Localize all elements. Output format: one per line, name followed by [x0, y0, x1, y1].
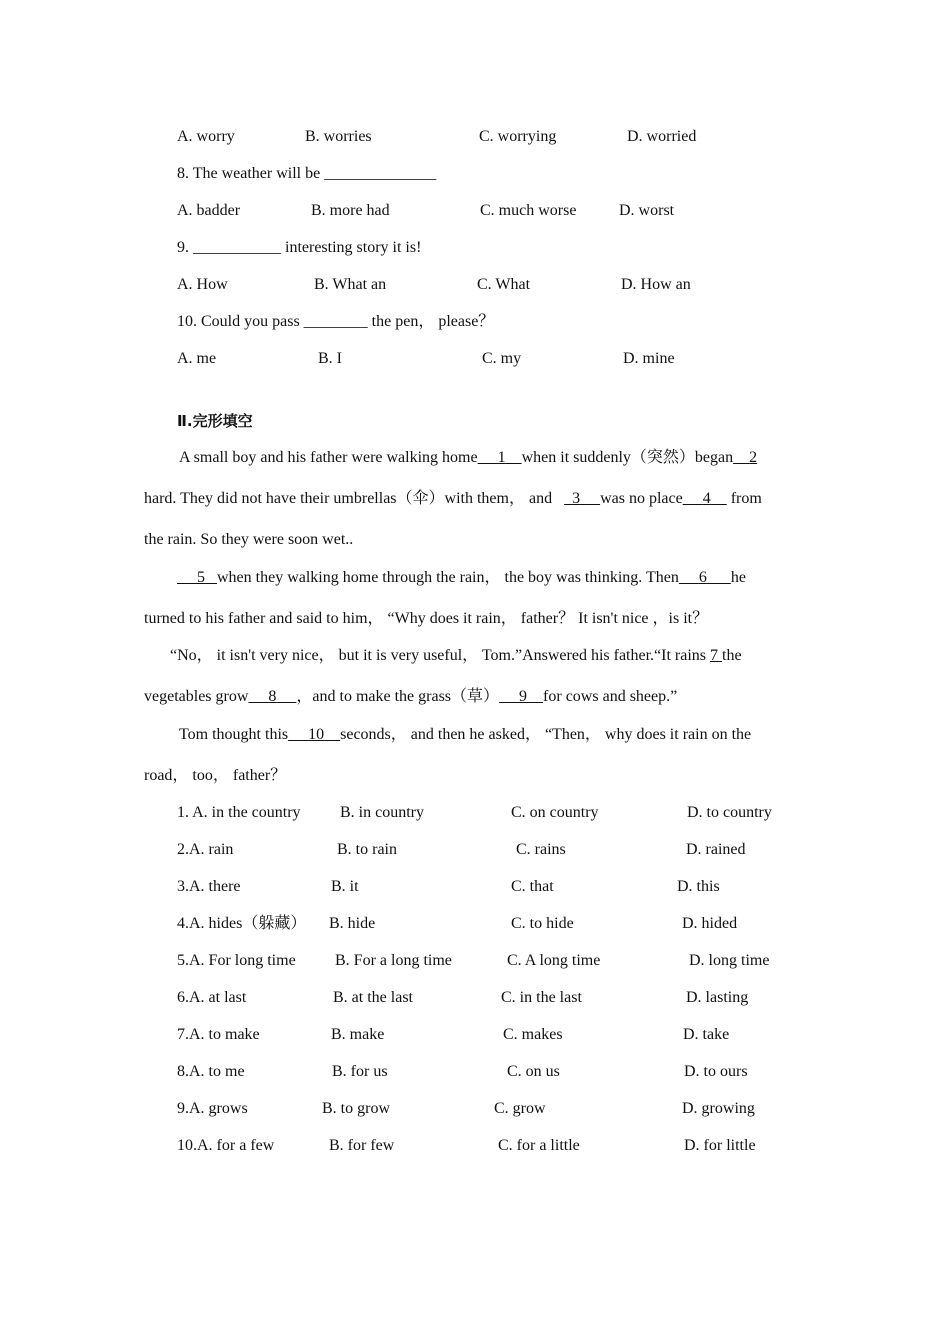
- option-c: C. grow: [494, 1100, 546, 1117]
- option-b: B. to rain: [337, 841, 397, 858]
- option-b: B. to grow: [322, 1100, 390, 1117]
- option-c: C. on country: [511, 804, 599, 821]
- option-a: 4.A. hides（躲藏）: [177, 915, 307, 932]
- q7-option-a: A. worry: [177, 128, 235, 145]
- q8-option-d: D. worst: [619, 202, 675, 219]
- blank-5: 5: [197, 569, 205, 586]
- q9-option-c: C. What: [477, 276, 531, 293]
- option-d: D. to country: [687, 804, 772, 821]
- q7-option-c: C. worrying: [479, 128, 557, 145]
- passage-text: when it suddenly（突然）began: [521, 449, 734, 466]
- option-b: B. in country: [340, 804, 424, 821]
- q10-option-b: B. I: [318, 350, 342, 367]
- passage-line-3: the rain. So they were soon wet..: [144, 531, 354, 548]
- passage-text: seconds， and then he asked， “Then， why does it rain on the: [340, 726, 752, 743]
- blank-4: 4: [702, 490, 711, 507]
- option-c: C. for a little: [498, 1137, 580, 1154]
- option-a: 3.A. there: [177, 878, 241, 895]
- passage-text: ，and to make the grass（草）: [296, 688, 500, 705]
- passage-text: vegetables grow: [144, 688, 249, 705]
- option-d: D. for little: [684, 1137, 756, 1154]
- passage-text: “No， it isn't very nice， but it is very useful， Tom.”Answered his father.“It rains: [170, 647, 707, 664]
- q8-option-a: A. badder: [177, 202, 241, 219]
- option-b: B. for few: [329, 1137, 395, 1154]
- option-d: D. take: [683, 1026, 730, 1043]
- option-c: C. rains: [516, 841, 566, 858]
- question-9-stem: 9. ___________ interesting story it is!: [177, 239, 422, 256]
- q10-option-d: D. mine: [623, 350, 675, 367]
- option-a: 6.A. at last: [177, 989, 247, 1006]
- passage-line-9: road， too， father？: [144, 767, 287, 784]
- q9-option-d: D. How an: [621, 276, 691, 293]
- blank-9: 9: [519, 688, 528, 705]
- option-a: 2.A. rain: [177, 841, 234, 858]
- option-b: B. For a long time: [335, 952, 452, 969]
- passage-text: he: [730, 569, 746, 586]
- option-a: 10.A. for a few: [177, 1137, 275, 1154]
- option-a: 5.A. For long time: [177, 952, 296, 969]
- question-8-stem: 8. The weather will be ______________: [177, 165, 437, 182]
- blank-2: 2: [749, 449, 758, 466]
- option-c: C. on us: [507, 1063, 560, 1080]
- option-d: D. to ours: [684, 1063, 748, 1080]
- passage-text: for cows and sheep.”: [543, 688, 678, 705]
- q10-option-a: A. me: [177, 350, 217, 367]
- passage-line-2: [144, 489, 762, 509]
- question-10-stem: 10. Could you pass ________ the pen， please？: [177, 313, 495, 330]
- option-d: D. long time: [689, 952, 770, 969]
- option-d: D. lasting: [686, 989, 749, 1006]
- blank-8: 8: [268, 688, 277, 705]
- option-d: D. hided: [682, 915, 738, 932]
- blank-1: 1: [497, 449, 506, 466]
- option-b: B. at the last: [333, 989, 413, 1006]
- blank-7: 7: [710, 647, 719, 664]
- passage-text: was no place: [600, 490, 683, 507]
- option-c: C. makes: [503, 1026, 563, 1043]
- option-d: D. growing: [682, 1100, 755, 1117]
- option-b: B. hide: [329, 915, 376, 932]
- passage-line-6: [170, 646, 742, 666]
- option-c: C. that: [511, 878, 554, 895]
- q9-option-b: B. What an: [314, 276, 387, 293]
- passage-text: hard. They did not have their umbrellas（伞）with them， and: [144, 490, 553, 507]
- option-c: C. A long time: [507, 952, 601, 969]
- option-a: 7.A. to make: [177, 1026, 260, 1043]
- passage-line-4: [177, 568, 746, 588]
- passage-line-8: [179, 725, 751, 745]
- blank-10: 10: [308, 726, 325, 743]
- option-c: C. in the last: [501, 989, 582, 1006]
- passage-text: when they walking home through the rain， the boy was thinking. Then: [217, 569, 679, 586]
- option-b: B. for us: [332, 1063, 388, 1080]
- blank-3: 3: [572, 490, 581, 507]
- option-d: D. this: [677, 878, 720, 895]
- option-d: D. rained: [686, 841, 746, 858]
- passage-line-5: turned to his father and said to him， “Why does it rain， father？ It isn't nice ，is it？: [144, 610, 709, 627]
- option-b: B. make: [331, 1026, 385, 1043]
- passage-line-7: [144, 687, 677, 707]
- q7-option-d: D. worried: [627, 128, 697, 145]
- q7-option-b: B. worries: [305, 128, 372, 145]
- passage-text: A small boy and his father were walking home: [179, 449, 478, 466]
- q9-option-a: A. How: [177, 276, 228, 293]
- passage-line-1: [179, 448, 757, 468]
- passage-text: the: [722, 647, 742, 664]
- option-a: 8.A. to me: [177, 1063, 245, 1080]
- blank-6: 6: [698, 569, 707, 586]
- q8-option-b: B. more had: [311, 202, 390, 219]
- passage-text: from: [730, 490, 762, 507]
- option-a: 1. A. in the country: [177, 804, 301, 821]
- section-heading: Ⅱ.完形填空: [177, 412, 253, 430]
- option-a: 9.A. grows: [177, 1100, 248, 1117]
- option-c: C. to hide: [511, 915, 574, 932]
- passage-text: Tom thought this: [179, 726, 289, 743]
- q8-option-c: C. much worse: [480, 202, 577, 219]
- q10-option-c: C. my: [482, 350, 522, 367]
- option-b: B. it: [331, 878, 359, 895]
